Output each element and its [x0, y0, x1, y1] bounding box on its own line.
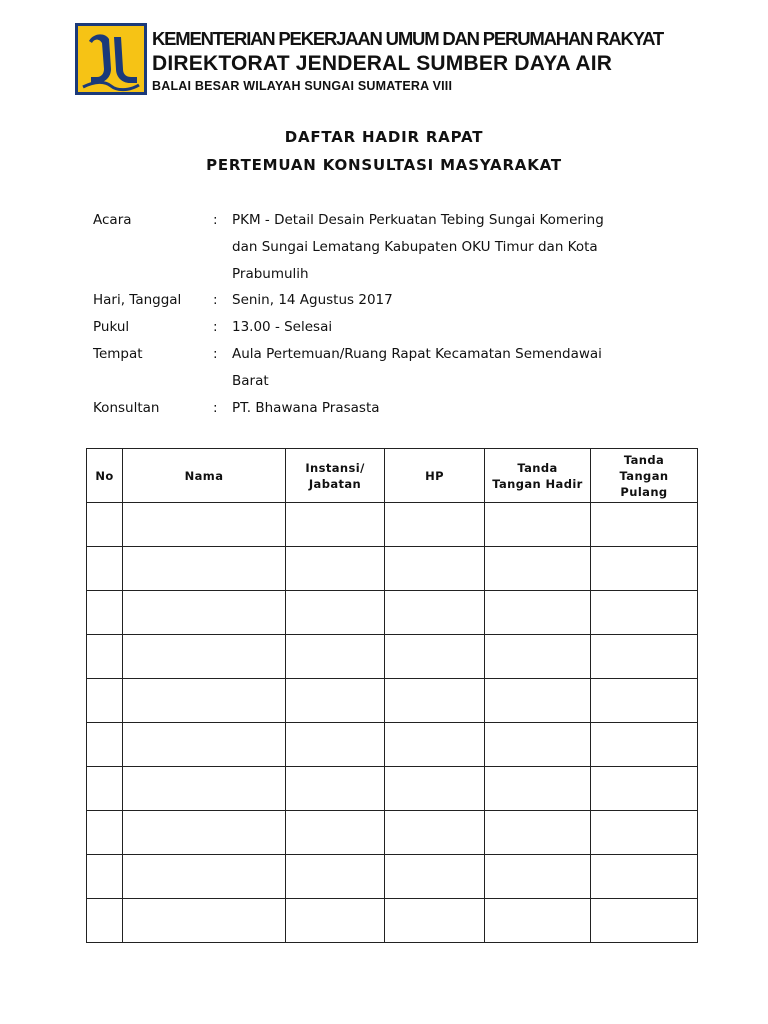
cell-instansi	[286, 767, 385, 811]
cell-nama	[123, 635, 286, 679]
tanggal-label: Hari, Tanggal	[93, 292, 182, 309]
table-header-row	[87, 449, 698, 503]
cell-nama	[123, 547, 286, 591]
cell-instansi	[286, 547, 385, 591]
table-row	[87, 503, 698, 547]
cell-instansi	[286, 811, 385, 855]
cell-hp	[385, 767, 485, 811]
table-row	[87, 811, 698, 855]
cell-no	[87, 547, 123, 591]
colon: :	[213, 345, 218, 362]
cell-tanda-hadir	[485, 855, 591, 899]
acara-value	[232, 207, 673, 287]
cell-no	[87, 591, 123, 635]
cell-tanda-hadir	[485, 811, 591, 855]
cell-instansi	[286, 635, 385, 679]
cell-no	[87, 503, 123, 547]
table-row	[87, 547, 698, 591]
cell-hp	[385, 899, 485, 943]
document-subtitle: PERTEMUAN KONSULTASI MASYARAKAT	[206, 156, 562, 174]
ministry-logo	[75, 23, 147, 95]
cell-hp	[385, 547, 485, 591]
cell-hp	[385, 855, 485, 899]
cell-nama	[123, 855, 286, 899]
header-instansi: Instansi/ Jabatan	[286, 449, 385, 503]
cell-hp	[385, 591, 485, 635]
cell-instansi	[286, 723, 385, 767]
cell-nama	[123, 899, 286, 943]
cell-nama	[123, 767, 286, 811]
info-row-tempat	[93, 341, 673, 395]
table-row	[87, 635, 698, 679]
table-row	[87, 679, 698, 723]
header-no: No	[87, 449, 123, 503]
cell-tanda-hadir	[485, 591, 591, 635]
cell-instansi	[286, 679, 385, 723]
pukul-label: Pukul	[93, 319, 130, 336]
ministry-name: KEMENTERIAN PEKERJAAN UMUM DAN PERUMAHAN RAKYAT	[152, 28, 663, 49]
attendance-table	[86, 448, 698, 943]
cell-tanda-hadir	[485, 767, 591, 811]
colon: :	[213, 212, 218, 228]
table-row	[87, 899, 698, 943]
meeting-info	[93, 207, 673, 421]
header-tanda-tangan-hadir: Tanda Tangan Hadir	[485, 449, 591, 503]
acara-label: Acara	[93, 212, 132, 228]
cell-no	[87, 855, 123, 899]
cell-no	[87, 811, 123, 855]
info-row-pukul	[93, 314, 673, 341]
cell-no	[87, 723, 123, 767]
info-row-tanggal	[93, 287, 673, 314]
tempat-line-2: Barat	[232, 372, 269, 389]
cell-tanda-pulang	[591, 591, 698, 635]
table-row	[87, 591, 698, 635]
cell-tanda-pulang	[591, 679, 698, 723]
cell-hp	[385, 811, 485, 855]
cell-instansi	[286, 855, 385, 899]
tempat-line-1: Aula Pertemuan/Ruang Rapat Kecamatan Semendawai	[232, 345, 602, 362]
konsultan-value: PT. Bhawana Prasasta	[232, 399, 380, 416]
cell-instansi	[286, 899, 385, 943]
cell-instansi	[286, 503, 385, 547]
cell-no	[87, 679, 123, 723]
table-row	[87, 767, 698, 811]
acara-line-1: PKM - Detail Desain Perkuatan Tebing Sungai Komering	[232, 212, 604, 228]
header-tanda-tangan-pulang: Tanda Tangan Pulang	[591, 449, 698, 503]
cell-tanda-hadir	[485, 899, 591, 943]
cell-tanda-hadir	[485, 723, 591, 767]
cell-tanda-hadir	[485, 635, 591, 679]
directorate-name: DIREKTORAT JENDERAL SUMBER DAYA AIR	[152, 52, 613, 75]
cell-nama	[123, 723, 286, 767]
cell-no	[87, 635, 123, 679]
attendance-rows	[87, 503, 698, 943]
colon: :	[213, 319, 218, 336]
colon: :	[213, 292, 218, 309]
document-title: DAFTAR HADIR RAPAT	[284, 128, 484, 146]
cell-tanda-pulang	[591, 635, 698, 679]
konsultan-label: Konsultan	[93, 399, 160, 416]
cell-hp	[385, 635, 485, 679]
tempat-label: Tempat	[93, 345, 143, 362]
office-name: BALAI BESAR WILAYAH SUNGAI SUMATERA VIII	[152, 79, 453, 93]
cell-no	[87, 767, 123, 811]
acara-line-2: dan Sungai Lematang Kabupaten OKU Timur dan Kota	[232, 238, 598, 255]
cell-instansi	[286, 591, 385, 635]
cell-nama	[123, 503, 286, 547]
info-row-acara	[93, 207, 673, 287]
cell-tanda-pulang	[591, 811, 698, 855]
cell-nama	[123, 679, 286, 723]
cell-tanda-pulang	[591, 899, 698, 943]
cell-tanda-pulang	[591, 855, 698, 899]
table-row	[87, 855, 698, 899]
cell-hp	[385, 679, 485, 723]
cell-tanda-pulang	[591, 767, 698, 811]
pukul-value: 13.00 - Selesai	[232, 319, 333, 336]
info-row-konsultan	[93, 395, 673, 422]
cell-tanda-pulang	[591, 547, 698, 591]
cell-tanda-pulang	[591, 723, 698, 767]
colon: :	[213, 399, 218, 416]
acara-line-3: Prabumulih	[232, 265, 309, 282]
cell-hp	[385, 723, 485, 767]
cell-tanda-hadir	[485, 503, 591, 547]
cell-hp	[385, 503, 485, 547]
tanggal-value: Senin, 14 Agustus 2017	[232, 292, 393, 309]
header-hp: HP	[385, 449, 485, 503]
header-nama: Nama	[123, 449, 286, 503]
cell-nama	[123, 811, 286, 855]
cell-nama	[123, 591, 286, 635]
cell-tanda-hadir	[485, 547, 591, 591]
cell-no	[87, 899, 123, 943]
tempat-value	[232, 341, 673, 395]
table-row	[87, 723, 698, 767]
cell-tanda-pulang	[591, 503, 698, 547]
cell-tanda-hadir	[485, 679, 591, 723]
